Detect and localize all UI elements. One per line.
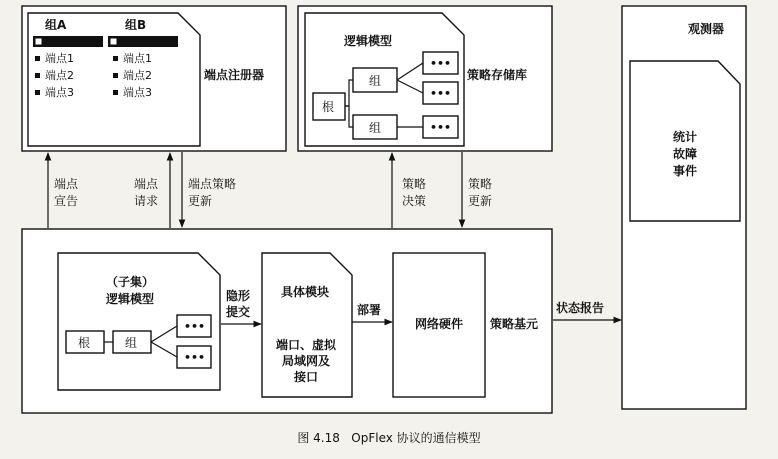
policy-resolve-label-2: 决策 [402, 194, 427, 208]
endpoint-policy-update-label-2: 更新 [188, 194, 213, 208]
repo-group-label-2: 组 [369, 121, 382, 135]
policy-primitives-label: 策略基元 [490, 317, 539, 331]
group-b-title: 组B [125, 18, 147, 32]
observer-title: 观测器 [688, 22, 725, 36]
policy-update-label-1: 策略 [468, 177, 493, 191]
implicit-submit-label-1: 隐形 [226, 289, 251, 303]
policy-repository-label: 策略存储库 [467, 68, 528, 82]
endpoint-policy-update-label-1: 端点策略 [188, 177, 237, 191]
endpoint-registry [22, 6, 286, 151]
repo-model-title: 逻辑模型 [344, 34, 393, 48]
deploy-label: 部署 [357, 303, 382, 317]
status-report-label: 状态报告 [556, 301, 605, 315]
repo-leaf-label-2: ••• [430, 87, 452, 100]
group-b-bar [108, 36, 178, 47]
repo-root-label: 根 [322, 100, 335, 114]
subset-model-title-2: 逻辑模型 [105, 292, 155, 306]
bullet-icon [35, 73, 40, 78]
concrete-module-line-3: 接口 [293, 370, 319, 384]
bullet-icon [113, 73, 118, 78]
agent-group-label: 组 [125, 336, 138, 350]
concrete-module-line-2: 局域网及 [281, 354, 331, 368]
repo-leaf-label-3: ••• [430, 121, 452, 134]
group-b-endpoint-1: 端点1 [123, 52, 152, 65]
group-b-bar-icon [110, 38, 117, 45]
observer-line-stats: 统计 [672, 130, 698, 144]
observer-line-events: 事件 [672, 164, 698, 178]
bullet-icon [113, 56, 118, 61]
policy-resolve-label-1: 策略 [402, 177, 427, 191]
group-a-endpoint-2: 端点2 [45, 69, 74, 82]
observer [622, 6, 746, 409]
endpoint-declare-label-2: 宣告 [54, 194, 79, 208]
group-a-endpoint-1: 端点1 [45, 52, 74, 65]
subset-model-title-1: （子集） [105, 275, 155, 289]
agent-leaf-label-1: ••• [184, 320, 206, 333]
endpoint-declare-label-1: 端点 [54, 177, 79, 191]
group-a-title: 组A [45, 18, 67, 32]
group-a-bar-icon [35, 38, 42, 45]
policy-update-label-2: 更新 [468, 194, 493, 208]
endpoint-request-label-1: 端点 [134, 177, 159, 191]
figure-caption: 图 4.18 OpFlex 协议的通信模型 [297, 431, 481, 445]
agent-root-label: 根 [78, 336, 91, 350]
concrete-module-title: 具体模块 [280, 285, 330, 299]
agent-leaf-label-2: ••• [184, 351, 206, 364]
observer-line-faults: 故障 [672, 147, 698, 161]
bullet-icon [35, 90, 40, 95]
bullet-icon [35, 56, 40, 61]
repo-group-label-1: 组 [369, 74, 382, 88]
group-b-endpoint-2: 端点2 [123, 69, 152, 82]
policy-agent [22, 229, 552, 413]
concrete-module-line-1: 端口、虚拟 [275, 338, 337, 352]
policy-repository [298, 6, 552, 151]
group-a-bar [33, 36, 103, 47]
interface-arrows [48, 152, 492, 228]
network-hardware-label: 网络硬件 [414, 317, 464, 331]
repo-leaf-label-1: ••• [430, 57, 452, 70]
bullet-icon [113, 90, 118, 95]
group-b-endpoint-3: 端点3 [123, 86, 152, 99]
endpoint-registry-label: 端点注册器 [204, 68, 265, 82]
implicit-submit-label-2: 提交 [226, 305, 251, 319]
group-a-endpoint-3: 端点3 [45, 86, 74, 99]
endpoint-request-label-2: 请求 [134, 194, 159, 208]
